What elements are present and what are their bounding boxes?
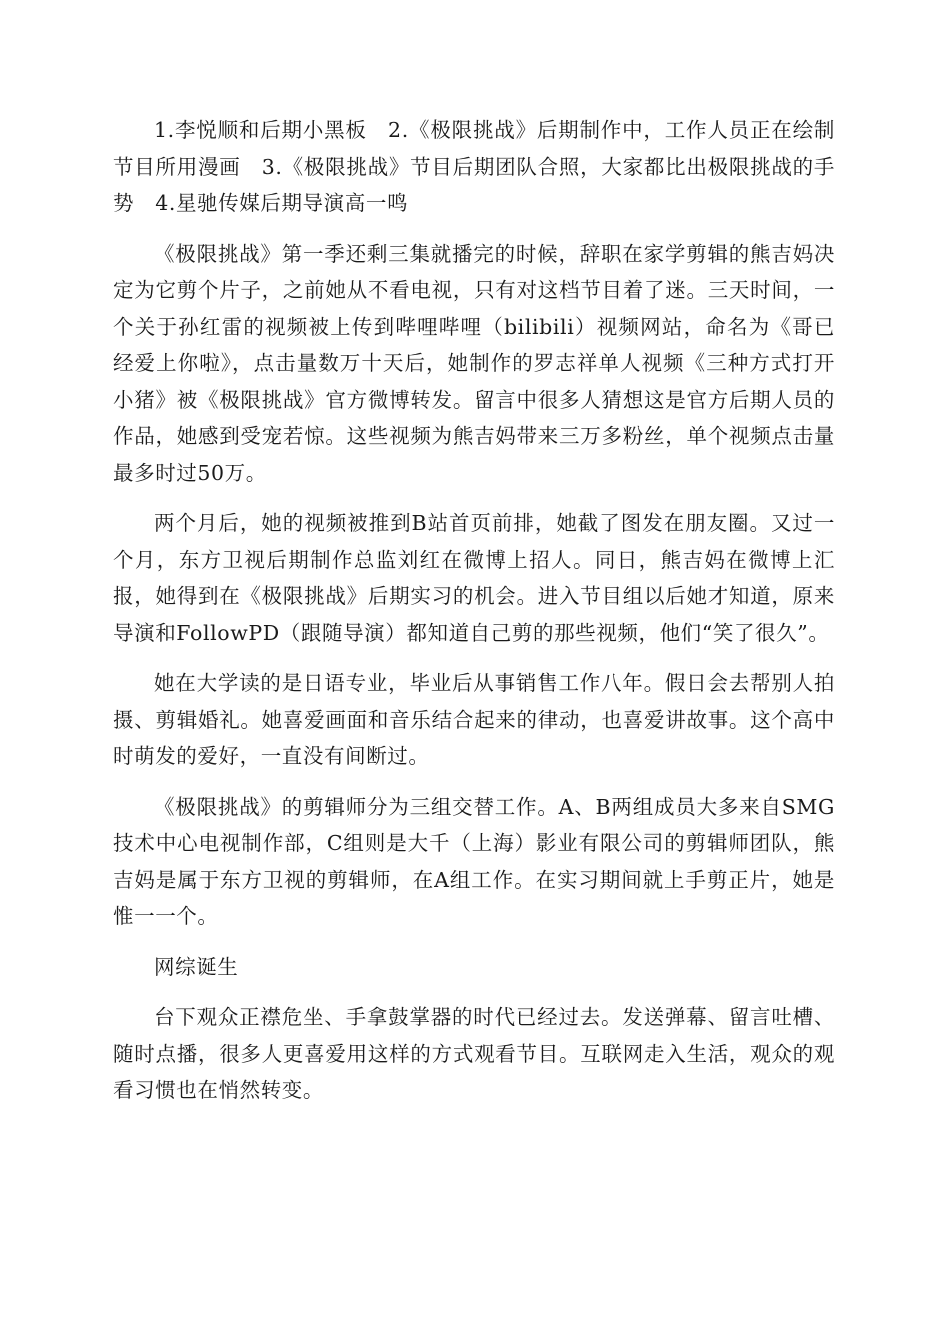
body-paragraph: 《极限挑战》第一季还剩三集就播完的时候，辞职在家学剪辑的熊吉妈决定为它剪个片子，之前她从不看电视，只有对这档节目着了迷。三天时间，一个关于孙红雷的视频被上传到哔哩哔哩（bilibili）视频网站，命名为《哥已经爱上你啦》，点击量数万十天后，她制作的罗志祥单人视频《三种方式打开小猪》被《极限挑战》官方微博转发。留言中很多人猜想这是官方后期人员的作品，她感到受宠若惊。这些视频为熊吉妈带来三万多粉丝，单个视频点击量最多时过50万。 (113, 241, 835, 485)
body-paragraph: 她在大学读的是日语专业，毕业后从事销售工作八年。假日会去帮别人拍摄、剪辑婚礼。她喜爱画面和音乐结合起来的律动，也喜爱讲故事。这个高中时萌发的爱好，一直没有间断过。 (113, 671, 835, 768)
body-paragraph: 两个月后，她的视频被推到B站首页前排，她截了图发在朋友圈。又过一个月，东方卫视后期制作总监刘红在微博上招人。同日，熊吉妈在微博上汇报，她得到在《极限挑战》后期实习的机会。进入节目组以后她才知道，原来导演和FollowPD（跟随导演）都知道自己剪的那些视频，他们“笑了很久”。 (113, 511, 835, 645)
body-paragraph: 《极限挑战》的剪辑师分为三组交替工作。A、B两组成员大多来自SMG技术中心电视制作部，C组则是大千（上海）影业有限公司的剪辑师团队，熊吉妈是属于东方卫视的剪辑师，在A组工作。在实习期间就上手剪正片，她是惟一一个。 (113, 794, 835, 928)
body-paragraph: 台下观众正襟危坐、手拿鼓掌器的时代已经过去。发送弹幕、留言吐槽、随时点播，很多人更喜爱用这样的方式观看节目。互联网走入生活，观众的观看习惯也在悄然转变。 (113, 1005, 835, 1102)
photo-caption-paragraph: 1.李悦顺和后期小黑板 2.《极限挑战》后期制作中，工作人员正在绘制节目所用漫画 3.《极限挑战》节目后期团队合照，大家都比出极限挑战的手势 4.星驰传媒后期导演高一鸣 (113, 118, 835, 215)
document-body (113, 112, 835, 1123)
section-heading: 网综诞生 (154, 954, 239, 979)
